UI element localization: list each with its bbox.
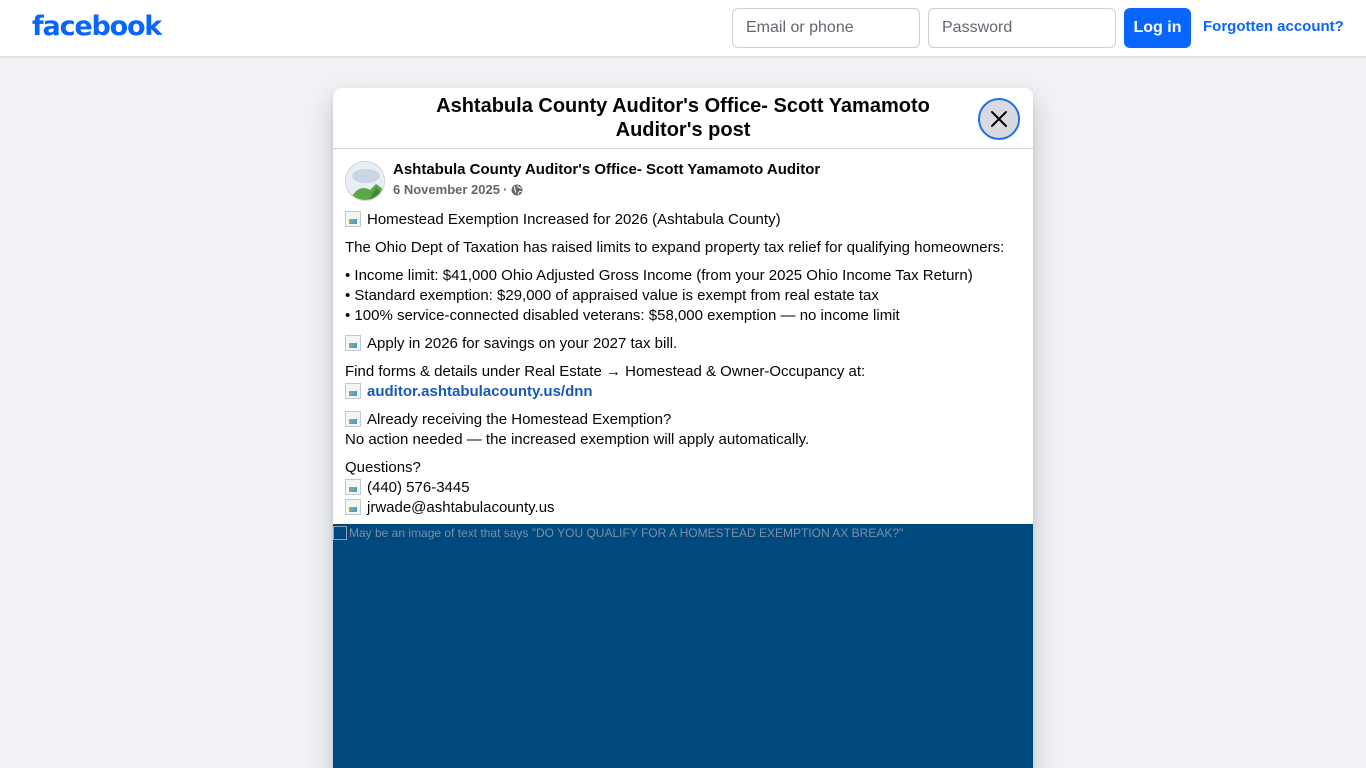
post-headline-line	[345, 210, 1021, 230]
password-input[interactable]	[928, 8, 1116, 48]
already-question-line	[345, 410, 1021, 430]
post-dialog	[333, 88, 1033, 768]
post-header	[345, 161, 1021, 201]
post-headline: Homestead Exemption Increased for 2026 (Ashtabula County)	[367, 211, 781, 228]
emoji-image	[345, 335, 361, 351]
forms-block	[345, 362, 1021, 402]
login-button[interactable]: Log in	[1124, 8, 1191, 48]
top-bar	[0, 0, 1366, 56]
close-button[interactable]	[978, 98, 1020, 140]
dialog-title: Ashtabula County Auditor's Office- Scott Yamamoto Auditor's post	[436, 95, 930, 141]
avatar[interactable]	[345, 161, 385, 201]
phone-line	[345, 478, 1021, 498]
emoji-image	[345, 411, 361, 427]
email-input[interactable]	[732, 8, 920, 48]
apply-line	[345, 334, 1021, 354]
phone-number: (440) 576-3445	[367, 479, 470, 496]
list-item: • 100% service-connected disabled veterans: $58,000 exemption — no income limit	[345, 307, 900, 324]
questions-label: Questions?	[345, 459, 421, 476]
post-intro: The Ohio Dept of Taxation has raised limits to expand property tax relief for qualifying homeowners:	[345, 239, 1005, 256]
image-alt: May be an image of text that says "DO YOU QUALIFY FOR A HOMESTEAD EXEMPTION AX BREAK?"	[349, 526, 904, 540]
contact-block	[345, 458, 1021, 518]
dialog-header	[333, 88, 1033, 149]
emoji-image	[345, 211, 361, 227]
bullet-list	[345, 266, 1021, 326]
emoji-image	[345, 479, 361, 495]
image-alt-text	[333, 526, 903, 540]
forms-text: Find forms & details under Real Estate → Homestead & Owner-Occupancy at:	[345, 363, 866, 380]
post-image[interactable]	[333, 524, 1033, 768]
post-body	[333, 149, 1033, 518]
post-date[interactable]: 6 November 2025	[393, 182, 500, 197]
emoji-image	[345, 383, 361, 399]
link-line	[345, 382, 1021, 402]
email-address: jrwade@ashtabulacounty.us	[367, 499, 555, 516]
post-text	[345, 210, 1021, 518]
already-question: Already receiving the Homestead Exemption?	[367, 411, 672, 428]
emoji-image	[345, 499, 361, 515]
facebook-logo[interactable]: facebook	[32, 11, 162, 42]
broken-image-icon	[333, 526, 347, 540]
close-icon	[990, 110, 1008, 128]
globe-icon	[511, 184, 523, 196]
post-date-row	[393, 182, 820, 198]
email-line	[345, 498, 1021, 518]
forgotten-account-link[interactable]: Forgotten account?	[1203, 18, 1344, 35]
post-meta	[393, 161, 820, 198]
meta-separator: ·	[502, 182, 508, 197]
apply-text: Apply in 2026 for savings on your 2027 tax bill.	[367, 335, 678, 352]
list-item: • Income limit: $41,000 Ohio Adjusted Gross Income (from your 2025 Ohio Income Tax Return)	[345, 267, 973, 284]
auditor-link[interactable]: auditor.ashtabulacounty.us/dnn	[367, 383, 593, 400]
author-name[interactable]: Ashtabula County Auditor's Office- Scott Yamamoto Auditor	[393, 161, 821, 178]
list-item: • Standard exemption: $29,000 of appraised value is exempt from real estate tax	[345, 287, 879, 304]
already-answer: No action needed — the increased exemption will apply automatically.	[345, 431, 810, 448]
already-block	[345, 410, 1021, 450]
